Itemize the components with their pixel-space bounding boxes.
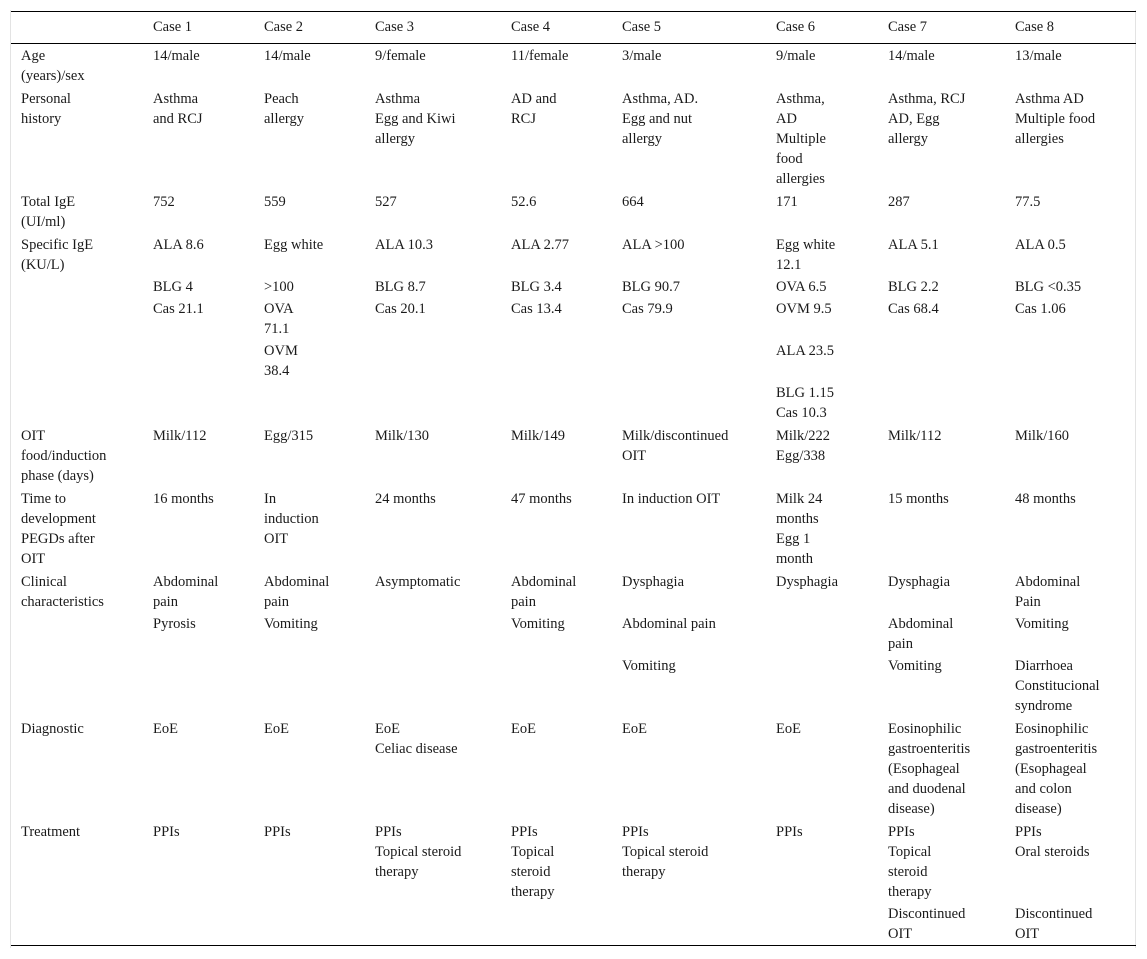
table-cell: 47 months bbox=[511, 491, 572, 507]
table-cell: OVA 71.1 bbox=[264, 301, 294, 337]
table-cell: EoE bbox=[511, 721, 536, 737]
table-cell: Egg white 12.1 bbox=[776, 237, 836, 273]
table-cell: Eosinophilic gastroenteritis (Esophageal and colon disease) bbox=[1015, 721, 1098, 817]
table-cell: BLG 8.7 bbox=[375, 279, 426, 295]
row-label bbox=[11, 340, 143, 382]
header-case-7: Case 7 bbox=[888, 19, 928, 35]
table-cell bbox=[612, 340, 766, 382]
row-label bbox=[11, 613, 143, 655]
table-row bbox=[11, 276, 1136, 298]
header-case-4: Case 4 bbox=[511, 19, 551, 35]
table-cell bbox=[143, 382, 254, 424]
table-row bbox=[11, 340, 1136, 382]
table-row bbox=[11, 298, 1136, 340]
table-cell: ALA 8.6 bbox=[153, 237, 204, 253]
table-cell: PPIs bbox=[264, 824, 291, 840]
table-cell bbox=[501, 340, 612, 382]
table-cell: Cas 68.4 bbox=[888, 301, 939, 317]
table-cell: In induction OIT bbox=[264, 491, 319, 547]
row-label bbox=[11, 655, 143, 717]
header-case-5: Case 5 bbox=[622, 19, 662, 35]
table-row bbox=[11, 820, 1136, 903]
table-row bbox=[11, 717, 1136, 820]
table-cell: 3/male bbox=[622, 48, 662, 64]
table-cell: PPIs Oral steroids bbox=[1015, 824, 1090, 860]
table-cell: Asthma, AD Multiple food allergies bbox=[776, 91, 826, 187]
table-row bbox=[11, 903, 1136, 946]
table-cell: Abdominal pain bbox=[264, 574, 330, 610]
table-cell bbox=[143, 903, 254, 946]
table-cell: ALA 2.77 bbox=[511, 237, 569, 253]
row-label: Diagnostic bbox=[21, 721, 84, 737]
table-cell: Eosinophilic gastroenteritis (Esophageal and duodenal disease) bbox=[888, 721, 971, 817]
table-cell: PPIs Topical steroid therapy bbox=[622, 824, 709, 880]
table-cell: EoE bbox=[153, 721, 178, 737]
table-cell: EoE bbox=[622, 721, 647, 737]
table-cell: Abdominal pain bbox=[153, 574, 219, 610]
header-cell-blank bbox=[11, 12, 143, 44]
table-cell bbox=[1005, 382, 1136, 424]
row-label: Clinical characteristics bbox=[21, 574, 104, 610]
table-row bbox=[11, 570, 1136, 613]
table-cell: Milk/130 bbox=[375, 428, 429, 444]
table-cell: Vomiting bbox=[511, 616, 565, 632]
row-label: Age (years)/sex bbox=[21, 48, 85, 84]
table-cell: BLG 3.4 bbox=[511, 279, 562, 295]
table-cell: 9/female bbox=[375, 48, 426, 64]
table-cell: 15 months bbox=[888, 491, 949, 507]
table-cell bbox=[766, 613, 878, 655]
row-label bbox=[11, 298, 143, 340]
table-cell: PPIs bbox=[776, 824, 803, 840]
table-cell: EoE bbox=[264, 721, 289, 737]
table-cell: Milk/112 bbox=[153, 428, 207, 444]
table-cell: ALA 0.5 bbox=[1015, 237, 1066, 253]
table-cell: 13/male bbox=[1015, 48, 1062, 64]
table-cell: 664 bbox=[622, 194, 644, 210]
table-cell bbox=[501, 655, 612, 717]
table-cell: 14/male bbox=[153, 48, 200, 64]
table-cell bbox=[878, 340, 1005, 382]
table-cell: Dysphagia bbox=[888, 574, 951, 590]
table-row bbox=[11, 424, 1136, 487]
table-cell: Asthma and RCJ bbox=[153, 91, 203, 127]
table-cell bbox=[501, 382, 612, 424]
table-cell: OVM 9.5 bbox=[776, 301, 832, 317]
table-cell: Abdominal pain bbox=[622, 616, 716, 632]
table-cell: PPIs Topical steroid therapy bbox=[375, 824, 462, 880]
table-cell: Discontinued OIT bbox=[1015, 906, 1093, 942]
row-label: Total IgE (UI/ml) bbox=[21, 194, 76, 230]
table-cell: 752 bbox=[153, 194, 175, 210]
table-cell: 48 months bbox=[1015, 491, 1076, 507]
table-cell: Abdominal pain bbox=[511, 574, 577, 610]
row-label: Treatment bbox=[21, 824, 81, 840]
table-cell: ALA 23.5 bbox=[776, 343, 834, 359]
table-cell bbox=[878, 382, 1005, 424]
table-cell: BLG 4 bbox=[153, 279, 193, 295]
table-row bbox=[11, 487, 1136, 570]
table-cell: EoE Celiac disease bbox=[375, 721, 458, 757]
table-cell: PPIs Topical steroid therapy bbox=[888, 824, 932, 900]
table-cell: EoE bbox=[776, 721, 801, 737]
table-cell: 77.5 bbox=[1015, 194, 1041, 210]
table-cell bbox=[365, 903, 501, 946]
table-cell: Abdominal Pain bbox=[1015, 574, 1081, 610]
table-cell: BLG 90.7 bbox=[622, 279, 680, 295]
table-cell: Dysphagia bbox=[776, 574, 839, 590]
table-cell bbox=[612, 903, 766, 946]
row-label: Specific IgE (KU/L) bbox=[21, 237, 94, 273]
table-cell bbox=[365, 655, 501, 717]
table-cell: 171 bbox=[776, 194, 798, 210]
row-label bbox=[11, 276, 143, 298]
row-label bbox=[11, 903, 143, 946]
table-cell bbox=[1005, 340, 1136, 382]
table-cell bbox=[365, 382, 501, 424]
table-row bbox=[11, 44, 1136, 88]
table-cell: AD and RCJ bbox=[511, 91, 557, 127]
table-cell bbox=[501, 903, 612, 946]
header-case-2: Case 2 bbox=[264, 19, 304, 35]
case-table bbox=[11, 11, 1136, 946]
table-cell: Milk/222 Egg/338 bbox=[776, 428, 830, 464]
table-cell: 11/female bbox=[511, 48, 569, 64]
table-cell: Cas 1.06 bbox=[1015, 301, 1066, 317]
table-cell: ALA 10.3 bbox=[375, 237, 433, 253]
table-cell bbox=[143, 340, 254, 382]
table-row bbox=[11, 233, 1136, 276]
table-cell: 14/male bbox=[888, 48, 935, 64]
table-cell: Milk/160 bbox=[1015, 428, 1069, 444]
table-cell: ALA 5.1 bbox=[888, 237, 939, 253]
table-header bbox=[11, 12, 1136, 44]
table-row bbox=[11, 655, 1136, 717]
table-cell: Dysphagia bbox=[622, 574, 685, 590]
table-cell bbox=[766, 655, 878, 717]
table-cell bbox=[143, 655, 254, 717]
table-body bbox=[11, 44, 1136, 946]
table-cell: 287 bbox=[888, 194, 910, 210]
table-cell: OVM 38.4 bbox=[264, 343, 298, 379]
table-cell: 559 bbox=[264, 194, 286, 210]
table-cell bbox=[766, 903, 878, 946]
table-cell: 24 months bbox=[375, 491, 436, 507]
table-cell: Asymptomatic bbox=[375, 574, 461, 590]
table-cell: 14/male bbox=[264, 48, 311, 64]
table-row bbox=[11, 613, 1136, 655]
table-cell: Cas 20.1 bbox=[375, 301, 426, 317]
table-cell: Cas 21.1 bbox=[153, 301, 204, 317]
row-label: Time to development PEGDs after OIT bbox=[21, 491, 96, 567]
table-cell: Vomiting bbox=[264, 616, 318, 632]
table-row bbox=[11, 190, 1136, 233]
table-cell: OVA 6.5 bbox=[776, 279, 827, 295]
table-cell: 527 bbox=[375, 194, 397, 210]
table-cell: Asthma, RCJ AD, Egg allergy bbox=[888, 91, 966, 147]
table-row bbox=[11, 87, 1136, 190]
table-cell: Abdominal pain bbox=[888, 616, 954, 652]
table-cell: 52.6 bbox=[511, 194, 537, 210]
table-cell: Vomiting bbox=[888, 658, 942, 674]
table-cell: In induction OIT bbox=[622, 491, 721, 507]
header-row bbox=[11, 12, 1136, 44]
table-cell: Peach allergy bbox=[264, 91, 304, 127]
table-cell: Egg/315 bbox=[264, 428, 314, 444]
row-label: Personal history bbox=[21, 91, 71, 127]
header-case-3: Case 3 bbox=[375, 19, 415, 35]
row-label bbox=[11, 382, 143, 424]
table-row bbox=[11, 382, 1136, 424]
header-case-6: Case 6 bbox=[776, 19, 816, 35]
table-cell: Asthma Egg and Kiwi allergy bbox=[375, 91, 456, 147]
header-case-8: Case 8 bbox=[1015, 19, 1055, 35]
table-cell bbox=[254, 903, 365, 946]
table-cell: Milk/112 bbox=[888, 428, 942, 444]
table-cell: BLG <0.35 bbox=[1015, 279, 1082, 295]
table-cell: ALA >100 bbox=[622, 237, 685, 253]
table-cell: PPIs Topical steroid therapy bbox=[511, 824, 555, 900]
table-cell bbox=[254, 655, 365, 717]
row-label: OIT food/induction phase (days) bbox=[21, 428, 107, 484]
table-cell: Asthma AD Multiple food allergies bbox=[1015, 91, 1096, 147]
table-cell: BLG 1.15 Cas 10.3 bbox=[776, 385, 834, 421]
table-cell: Vomiting bbox=[1015, 616, 1069, 632]
table-cell bbox=[612, 382, 766, 424]
table-cell bbox=[254, 382, 365, 424]
table-cell: Diarrhoea Constitucional syndrome bbox=[1015, 658, 1100, 714]
table-cell: Asthma, AD. Egg and nut allergy bbox=[622, 91, 699, 147]
table-cell: Pyrosis bbox=[153, 616, 196, 632]
table-cell: Vomiting bbox=[622, 658, 676, 674]
table-cell bbox=[365, 340, 501, 382]
table-cell: Cas 13.4 bbox=[511, 301, 562, 317]
table-cell: Milk/discontinued OIT bbox=[622, 428, 729, 464]
table-cell: 9/male bbox=[776, 48, 816, 64]
table-cell: >100 bbox=[264, 279, 294, 295]
table-cell: BLG 2.2 bbox=[888, 279, 939, 295]
table-cell: Milk 24 months Egg 1 month bbox=[776, 491, 823, 567]
table-cell: 16 months bbox=[153, 491, 214, 507]
table-cell: PPIs bbox=[153, 824, 180, 840]
table-cell: Discontinued OIT bbox=[888, 906, 966, 942]
table-cell: Cas 79.9 bbox=[622, 301, 673, 317]
table-cell: Egg white bbox=[264, 237, 324, 253]
header-case-1: Case 1 bbox=[153, 19, 193, 35]
table-cell bbox=[365, 613, 501, 655]
table-cell: Milk/149 bbox=[511, 428, 565, 444]
